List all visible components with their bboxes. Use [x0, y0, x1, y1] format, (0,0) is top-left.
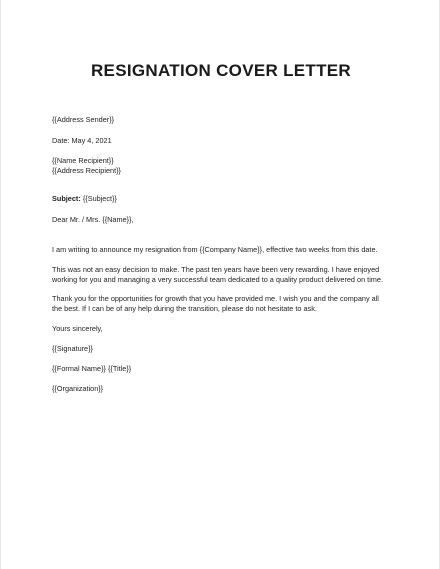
paragraph-1-line-1: I am writing to announce my resignation from {{Company Name}}, effective two weeks from this date.: [52, 245, 378, 254]
subject-line: [52, 194, 117, 204]
paragraph-3-line-1: Thank you for the opportunities for growth that you have provided me. I wish you and the company all: [52, 294, 379, 303]
paragraph-3-line-2: the best. If I can be of any help during the transition, please do not hesitate to ask.: [52, 304, 317, 313]
formal-name-title: {{Formal Name}} {{Title}}: [52, 364, 132, 373]
subject-label: Subject:: [52, 194, 81, 203]
closing: Yours sincerely,: [52, 324, 103, 333]
signature: {{Signature}}: [52, 344, 93, 353]
letter-date: Date: May 4, 2021: [52, 136, 112, 145]
address-recipient: {{Address Recipient}}: [52, 166, 121, 175]
subject-value: {{Subject}}: [80, 194, 117, 203]
paragraph-2-line-1: This was not an easy decision to make. The past ten years have been very rewarding. I have enjoyed: [52, 265, 380, 274]
organization: {{Organization}}: [52, 384, 104, 393]
paragraph-2-line-2: working for you and managing a very successful team dedicated to a quality product delivered on time.: [52, 275, 383, 284]
address-sender: {{Address Sender}}: [52, 115, 115, 124]
letter-title: RESIGNATION COVER LETTER: [90, 61, 351, 80]
name-recipient: {{Name Recipient}}: [52, 156, 114, 165]
salutation: Dear Mr. / Mrs. {{Name}},: [52, 215, 134, 224]
